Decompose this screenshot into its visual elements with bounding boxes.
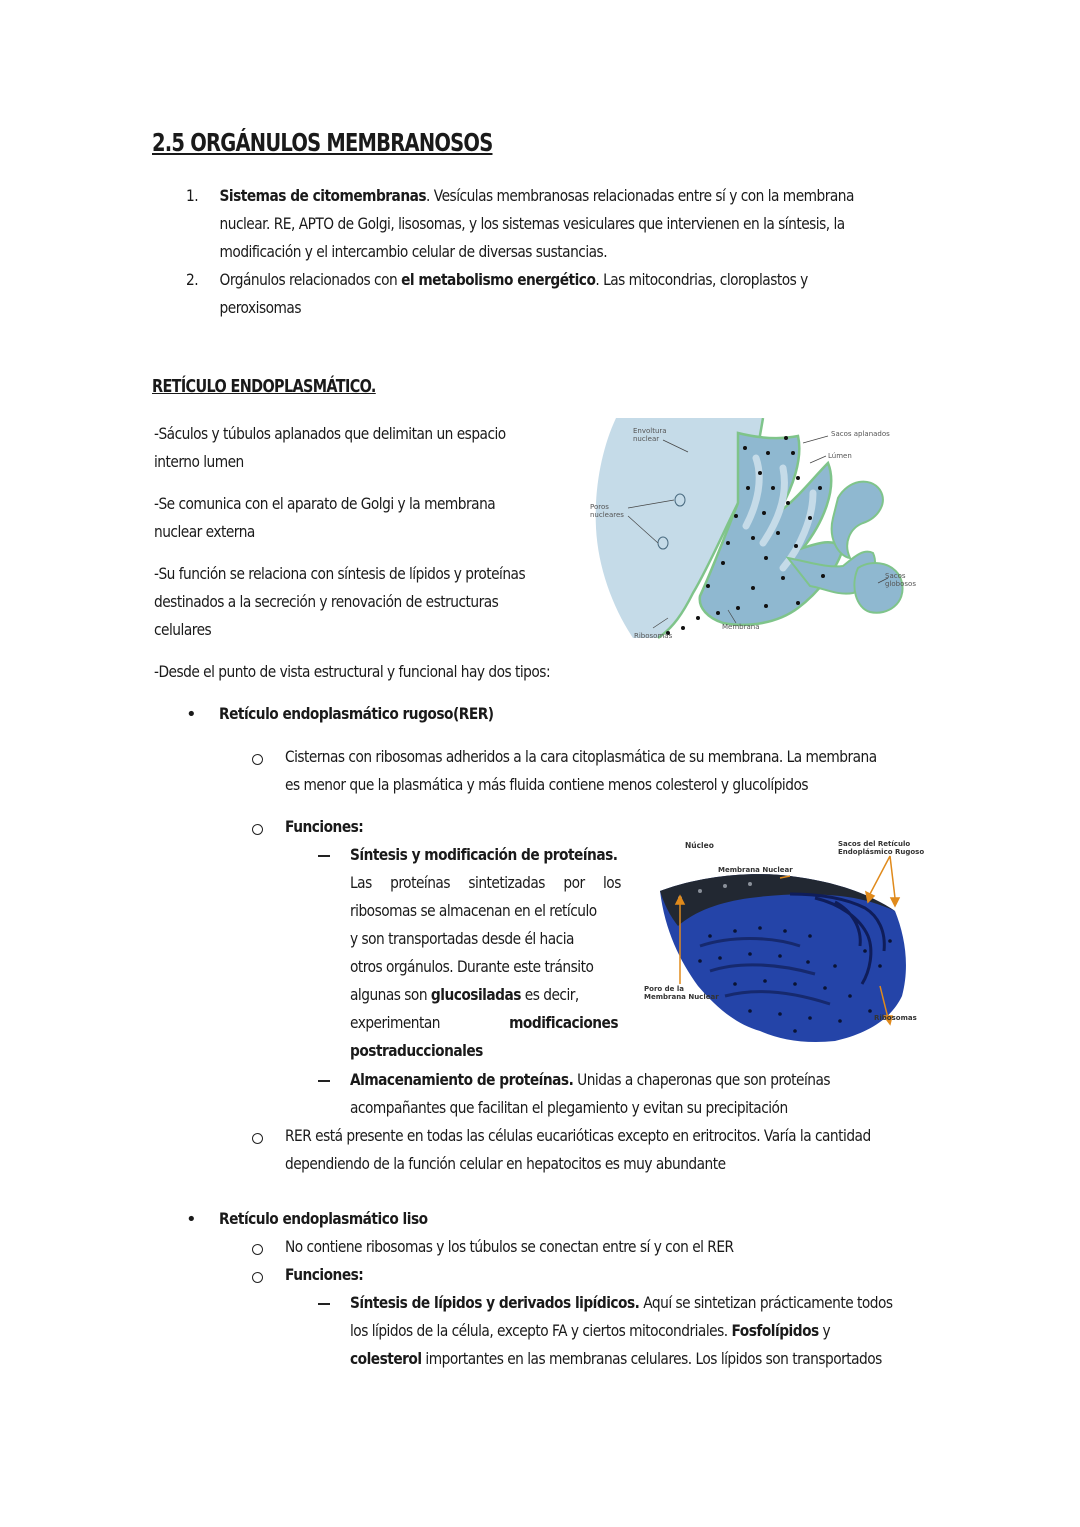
rer-o1-line-2: es menor que la plasmática y más fluida contiene menos colesterol y glucolípidos (285, 775, 809, 794)
sub-bullet (252, 1244, 263, 1255)
rel-f1-line-1 (350, 1289, 893, 1317)
label-nucleo: Núcleo (685, 841, 714, 850)
rer-f2-line-2: acompañantes que facilitan el plegamiento y evitan su precipitación (350, 1098, 788, 1117)
rer-f1-line-5 (350, 981, 579, 1009)
label-nucleares: nucleares (590, 511, 624, 519)
rer-f1-line-1: Las proteínas sintetizadas por los (350, 873, 621, 892)
rel-f1-line-3 (350, 1345, 882, 1373)
list-item-2-line-1 (220, 266, 808, 294)
rer-f1-l6b: modificaciones (509, 1013, 619, 1032)
list-item-1-line-2: nuclear. RE, APTO de Golgi, lisosomas, y los sistemas vesiculares que intervienen en la síntesis, la (219, 214, 845, 233)
rer-f1-line-6 (350, 1009, 621, 1037)
label-nuclear: nuclear (633, 435, 660, 443)
label-membrana-nuclear: Membrana Nuclear (718, 866, 793, 874)
label-globosos: globosos (885, 580, 916, 588)
re-p1-line-1: -Sáculos y túbulos aplanados que delimitan un espacio (154, 424, 506, 443)
dash-bullet (318, 855, 330, 857)
re-p3-line-2: destinados a la secreción y renovación de estructuras (154, 592, 499, 611)
rer-heading: Retículo endoplasmático rugoso(RER) (219, 704, 494, 723)
rel-o1: No contiene ribosomas y los túbulos se conectan entre sí y con el RER (285, 1237, 734, 1256)
sub-bullet (252, 754, 263, 765)
rer-o3-line-1: RER está presente en todas las células eucarióticas excepto en eritrocitos. Varía la cantidad (285, 1126, 871, 1145)
rer-diagram-figure (640, 836, 930, 1046)
list-number-1: 1. (186, 186, 199, 205)
rer-f1-l6a: experimentan (350, 1013, 441, 1032)
label-lumen: Lúmen (828, 452, 852, 460)
list-item-1-line-3: modificación y el intercambio celular de diversas sustancias. (219, 242, 608, 261)
rer-f1-line-3: y son transportadas desde él hacia (350, 929, 574, 948)
list-item-2-line-2: peroxisomas (219, 298, 301, 317)
label-poro-1: Poro de la (644, 985, 684, 993)
rer-f2-title: Almacenamiento de proteínas. (350, 1070, 574, 1089)
list-item-2-pre: Orgánulos relacionados con (219, 270, 402, 289)
bullet-rer: • (186, 704, 197, 725)
re-p3-line-1: -Su función se relaciona con síntesis de lípidos y proteínas (154, 564, 526, 583)
rel-f1-l2a: los lípidos de la célula, excepto FA y ciertos mitocondriales. (350, 1321, 732, 1340)
list-number-2: 2. (186, 270, 199, 289)
label-sacos-2: Endoplásmico Rugoso (838, 848, 925, 856)
list-item-1-text: . Vesículas membranosas relacionadas entre sí y con la membrana (426, 186, 854, 205)
re-p2-line-1: -Se comunica con el aparato de Golgi y la membrana (154, 494, 496, 513)
label-envoltura: Envoltura (633, 427, 667, 435)
rer-f1-l5a: algunas son (350, 985, 431, 1004)
rel-f1-l3a: colesterol (350, 1349, 422, 1368)
rer-f1-l5b: glucosiladas (430, 985, 521, 1004)
rer-f1-line-7: postraduccionales (350, 1041, 483, 1060)
re-p1-line-2: interno lumen (154, 452, 244, 471)
rel-funciones: Funciones: (285, 1265, 364, 1284)
rer-funciones: Funciones: (285, 817, 364, 836)
rel-f1-rest: Aquí se sintetizan prácticamente todos (639, 1293, 893, 1312)
label-membrana: Membrana (722, 623, 760, 631)
nuclear-pore-2 (658, 537, 668, 549)
nuclear-pore-1 (675, 494, 685, 506)
rer-f1-line-4: otros orgánulos. Durante este tránsito (350, 957, 594, 976)
page-title: 2.5 ORGÁNULOS MEMBRANOSOS (152, 128, 493, 157)
rer-f2-rest: Unidas a chaperonas que son proteínas (573, 1070, 831, 1089)
rel-f1-title: Síntesis de lípidos y derivados lipídicos. (350, 1293, 640, 1312)
label-poros: Poros (590, 503, 609, 511)
list-item-1-line-1 (220, 182, 854, 210)
list-item-2-bold: el metabolismo energético (401, 270, 596, 289)
re-p4: -Desde el punto de vista estructural y funcional hay dos tipos: (154, 662, 551, 681)
label-sacos-1: Sacos del Retículo (838, 840, 911, 848)
label-poro-2: Membrana Nuclear (644, 993, 719, 1001)
sub-bullet (252, 1272, 263, 1283)
sub-bullet (252, 824, 263, 835)
rer-o1-line-1: Cisternas con ribosomas adheridos a la cara citoplasmática de su membrana. La membrana (285, 747, 877, 766)
er-diagram-figure (588, 418, 928, 646)
rel-f1-line-2 (350, 1317, 830, 1345)
re-p2-line-2: nuclear externa (154, 522, 255, 541)
section-heading-re: RETÍCULO ENDOPLASMÁTICO. (152, 376, 376, 397)
label-ribosomas-2: Ribosomas (874, 1014, 917, 1022)
rel-heading: Retículo endoplasmático liso (219, 1209, 428, 1228)
rer-o3-line-2: dependiendo de la función celular en hepatocitos es muy abundante (285, 1154, 726, 1173)
label-sacos: Sacos (885, 572, 906, 580)
label-sacos-aplanados: Sacos aplanados (831, 430, 890, 438)
rel-f1-l2c: y (818, 1321, 831, 1340)
globular-sac-1 (832, 482, 883, 558)
rel-f1-l2b: Fosfolípidos (731, 1321, 819, 1340)
rer-f1-l5c: es decir, (520, 985, 579, 1004)
dash-bullet (318, 1303, 330, 1305)
dash-bullet (318, 1080, 330, 1082)
sub-bullet (252, 1133, 263, 1144)
rel-f1-l3b: importantes en las membranas celulares. Los lípidos son transportados (421, 1349, 882, 1368)
list-item-1-bold: Sistemas de citomembranas (219, 186, 427, 205)
label-ribosomas: Ribosomas (634, 632, 673, 640)
rer-f2-line-1 (350, 1066, 830, 1094)
re-p3-line-3: celulares (154, 620, 212, 639)
list-item-2-post: . Las mitocondrias, cloroplastos y (595, 270, 808, 289)
rer-f1-title: Síntesis y modificación de proteínas. (350, 845, 618, 864)
bullet-rel: • (186, 1209, 197, 1230)
rer-f1-line-2: ribosomas se almacenan en el retículo (350, 901, 597, 920)
